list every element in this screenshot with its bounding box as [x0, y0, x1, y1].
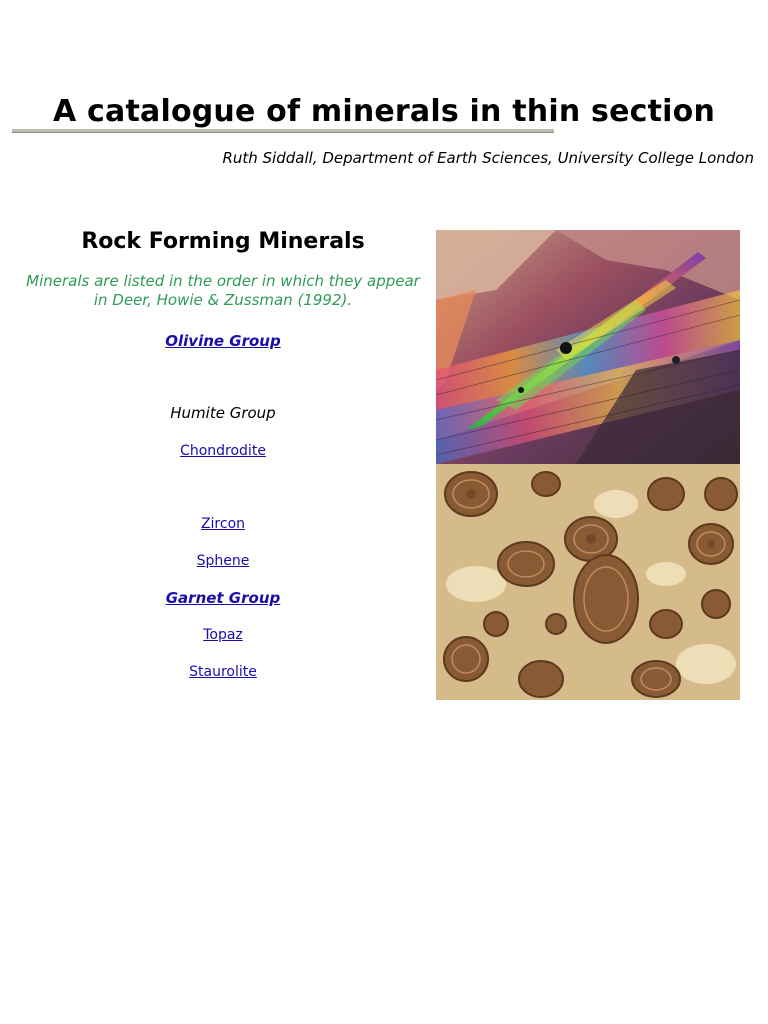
section-heading: Rock Forming Minerals	[81, 229, 365, 254]
list-item-chondrodite	[22, 442, 424, 460]
list-item-zircon	[22, 515, 424, 533]
list-item-sphene	[22, 552, 424, 570]
photomicrograph-polarised-mineral	[436, 230, 740, 464]
list-item-staurolite	[22, 663, 424, 681]
list-item-topaz	[22, 626, 424, 644]
photomicrograph-oolitic-rock	[436, 464, 740, 700]
list-item-olivine-group	[22, 332, 424, 351]
list-item-humite-group	[22, 404, 424, 422]
chondrodite-link[interactable]: Chondrodite	[180, 443, 266, 459]
topaz-link[interactable]: Topaz	[203, 627, 243, 643]
zircon-link[interactable]: Zircon	[200, 516, 246, 532]
list-item-garnet-group	[22, 589, 424, 608]
photomicrograph-oolitic-rock-image	[436, 464, 740, 700]
humite-group-label: Humite Group	[170, 404, 276, 422]
staurolite-link[interactable]: Staurolite	[189, 664, 257, 680]
photomicrograph-polarised-mineral-image	[436, 230, 740, 464]
intro-note: Minerals are listed in the order in which they appear in Deer, Howie & Zussman (1992).	[26, 272, 420, 309]
olivine-group-link[interactable]: Olivine Group	[165, 332, 281, 350]
mineral-index-column	[22, 226, 424, 680]
sphene-link[interactable]: Sphene	[196, 553, 250, 569]
page-title: A catalogue of minerals in thin section	[52, 94, 715, 129]
title-underline-rule	[12, 129, 554, 133]
author-credit: Ruth Siddall, Department of Earth Sciences, University College London	[222, 149, 754, 167]
garnet-group-link[interactable]: Garnet Group	[165, 589, 281, 607]
